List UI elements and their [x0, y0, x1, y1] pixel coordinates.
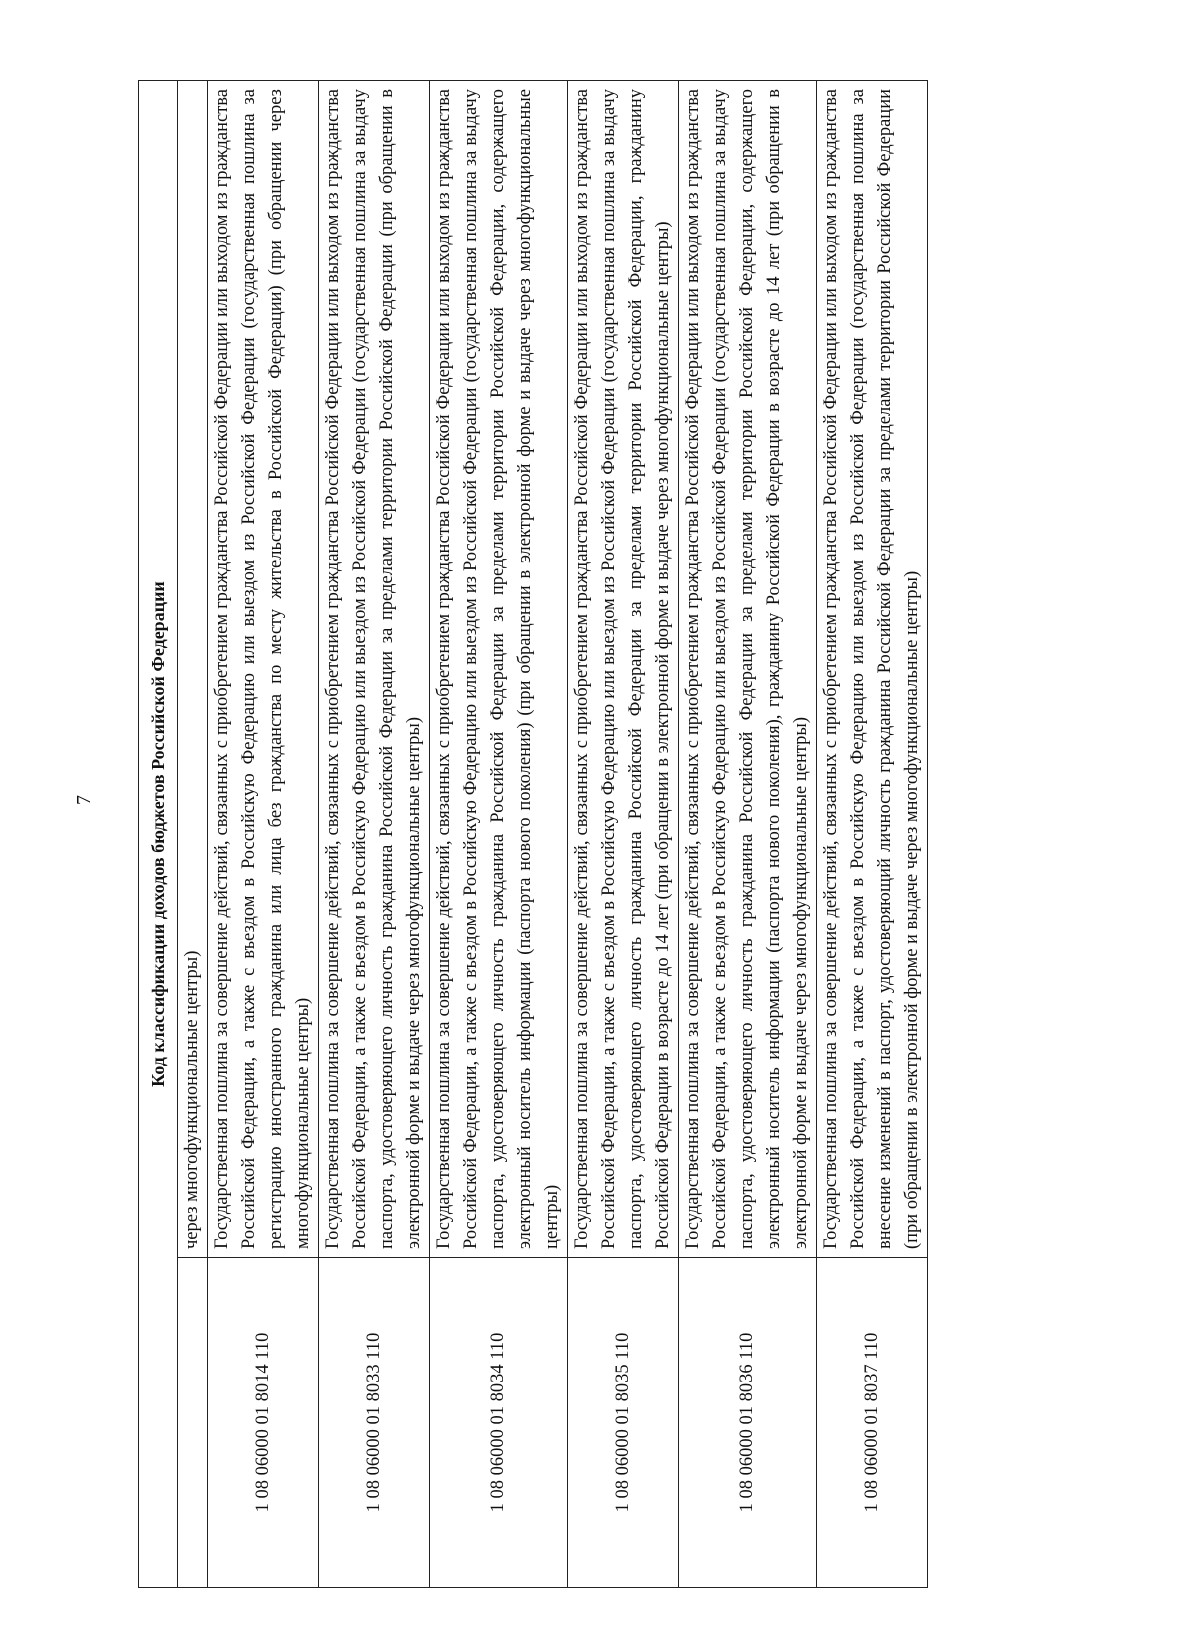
- classification-code: 1 08 06000 01 8034 110: [430, 1258, 568, 1588]
- table-row: [568, 81, 679, 1588]
- classification-code: 1 08 06000 01 8033 110: [319, 1258, 430, 1588]
- table-row: [208, 81, 319, 1588]
- description-text: Государственная пошлина за совершение действий, связанных с приобретением гражданства Российской Федерации или выходом из гражданства Российской Федерации, а также с въездом в Российскую Федерацию или выездом из Российской Федерации (государственная пошлина за выдачу паспорта, удостоверяющего личность гражданина Российской Федерации за пределами территории Российской Федерации (при обращении в электронной форме и выдаче через многофункциональные центры): [319, 81, 430, 1258]
- description-text: Государственная пошлина за совершение действий, связанных с приобретением гражданства Российской Федерации или выходом из гражданства Российской Федерации, а также с въездом в Российскую Федерацию или выездом из Российской Федерации (государственная пошлина за выдачу паспорта, удостоверяющего личность гражданина Российской Федерации за пределами территории Российской Федерации, содержащего электронный носитель информации (паспорта нового поколения) (при обращении в электронной форме и выдаче через многофункциональные центры): [430, 81, 568, 1258]
- budget-classification-table: [138, 80, 928, 1588]
- description-text: Государственная пошлина за совершение действий, связанных с приобретением гражданства Российской Федерации или выходом из гражданства Российской Федерации, а также с въездом в Российскую Федерацию или выездом из Российской Федерации (государственная пошлина за выдачу паспорта, удостоверяющего личность гражданина Российской Федерации за пределами территории Российской Федерации, гражданину Российской Федерации в возрасте до 14 лет (при обращении в электронной форме и выдаче через многофункциональные центры): [568, 81, 679, 1258]
- code-cell-empty: [178, 1258, 208, 1588]
- table-row-continuation: [178, 81, 208, 1588]
- table-header-row: [139, 81, 178, 1588]
- table-row: [430, 81, 568, 1588]
- description-text: Государственная пошлина за совершение действий, связанных с приобретением гражданства Российской Федерации или выходом из гражданства Российской Федерации, а также с въездом в Российскую Федерацию или выездом из Российской Федерации (государственная пошлина за выдачу паспорта, удостоверяющего личность гражданина Российской Федерации за пределами территории Российской Федерации, содержащего электронный носитель информации (паспорта нового поколения), гражданину Российской Федерации в возрасте до 14 лет (при обращении в электронной форме и выдаче через многофункциональные центры): [679, 81, 817, 1258]
- document-page: [138, 80, 1028, 1588]
- table-header: Код классификации доходов бюджетов Российской Федерации: [139, 81, 178, 1588]
- classification-code: 1 08 06000 01 8014 110: [208, 1258, 319, 1588]
- classification-code: 1 08 06000 01 8035 110: [568, 1258, 679, 1588]
- table-row: [817, 81, 928, 1588]
- description-text: Государственная пошлина за совершение действий, связанных с приобретением гражданства Российской Федерации или выходом из гражданства Российской Федерации, а также с въездом в Российскую Федерацию или выездом из Российской Федерации (государственная пошлина за внесение изменений в паспорт, удостоверяющий личность гражданина Российской Федерации за пределами территории Российской Федерации (при обращении в электронной форме и выдаче через многофункциональные центры): [817, 81, 928, 1258]
- classification-code: 1 08 06000 01 8037 110: [817, 1258, 928, 1588]
- table-row: [319, 81, 430, 1588]
- description-text: Государственная пошлина за совершение действий, связанных с приобретением гражданства Российской Федерации или выходом из гражданства Российской Федерации, а также с въездом в Российскую Федерацию или выездом из Российской Федерации (государственная пошлина за регистрацию иностранного гражданина или лица без гражданства по месту жительства в Российской Федерации) (при обращении через многофункциональные центры): [208, 81, 319, 1258]
- classification-code: 1 08 06000 01 8036 110: [679, 1258, 817, 1588]
- table-row: [679, 81, 817, 1588]
- continuation-text: через многофункциональные центры): [178, 81, 208, 1258]
- page-number: 7: [73, 795, 95, 805]
